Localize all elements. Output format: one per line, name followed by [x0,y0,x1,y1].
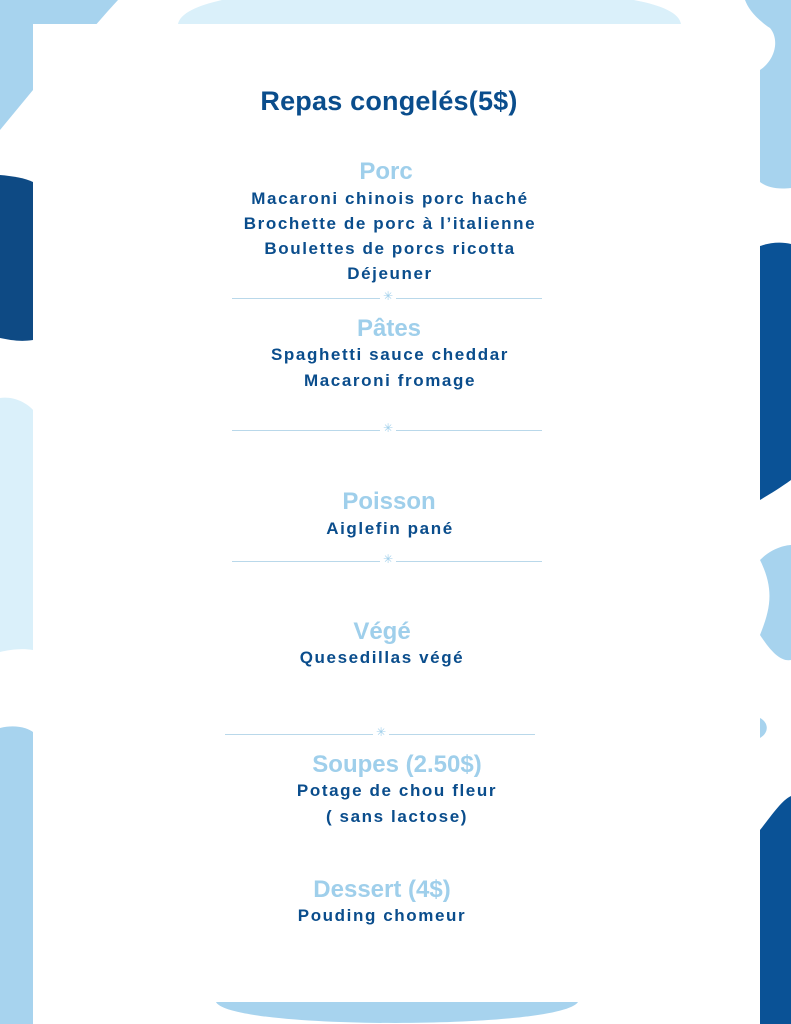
section-heading-porc: Porc [359,158,413,185]
menu-item: Quesedillas végé [299,648,465,667]
section-heading-vege: Végé [353,618,411,645]
section-divider [232,552,542,567]
menu-item: Macaroni fromage [303,371,477,390]
menu-item: Déjeuner [347,264,433,283]
section-divider [232,421,542,436]
menu-title: Repas congelés(5$) [260,86,518,116]
section-heading-pates: Pâtes [356,315,422,342]
section-heading-poisson: Poisson [342,488,436,515]
snowflake-icon: ✳ [383,289,394,303]
menu-item: Boulettes de porcs ricotta [264,239,516,258]
menu-item: Pouding chomeur [297,906,467,925]
section-heading-dessert: Dessert (4$) [313,876,451,903]
menu-item: Potage de chou fleur [296,781,498,800]
menu-item: Macaroni chinois porc haché [251,189,529,208]
section-heading-soupes: Soupes (2.50$) [312,751,482,778]
menu-item: Brochette de porc à l’italienne [243,214,537,233]
snowflake-icon: ✳ [383,552,394,566]
section-divider [232,289,542,304]
menu-item: Aiglefin pané [326,519,454,538]
snowflake-icon: ✳ [383,421,394,435]
snowflake-icon: ✳ [376,725,387,739]
menu-item: ( sans lactose) [325,807,469,826]
section-divider [225,725,535,740]
menu-item: Spaghetti sauce cheddar [270,345,510,364]
